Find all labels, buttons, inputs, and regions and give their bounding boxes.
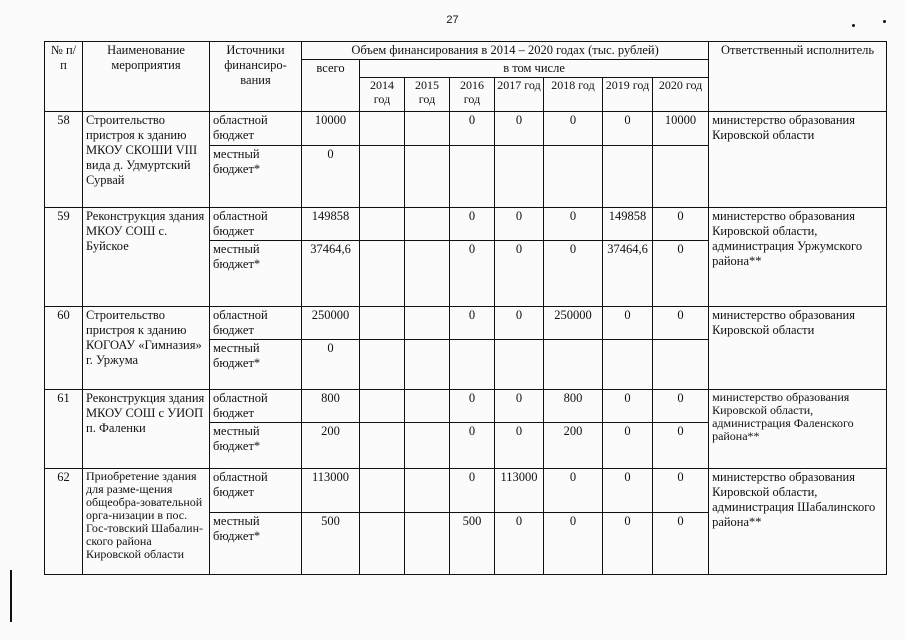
year-cell [405, 146, 450, 208]
year-cell [405, 340, 450, 390]
year-cell [450, 340, 495, 390]
year-cell [405, 307, 450, 340]
year-cell [603, 146, 653, 208]
executor: министерство образования Кировской области [709, 307, 887, 390]
funding-source: местный бюджет* [210, 513, 302, 575]
page-number: 27 [446, 14, 459, 26]
total-cell: 113000 [302, 469, 360, 513]
year-cell [544, 146, 603, 208]
header-source: Источники финансиро-вания [210, 42, 302, 112]
year-cell [360, 423, 405, 469]
header-year: 2016 год [450, 78, 495, 112]
header-total: всего [302, 60, 360, 112]
year-cell: 113000 [495, 469, 544, 513]
year-cell [360, 307, 405, 340]
header-year: 2017 год [495, 78, 544, 112]
table-row [45, 112, 887, 146]
year-cell: 800 [544, 390, 603, 423]
year-cell: 0 [653, 208, 709, 241]
year-cell: 0 [544, 469, 603, 513]
header-year: 2018 год [544, 78, 603, 112]
table-row [45, 390, 887, 423]
funding-source: областной бюджет [210, 307, 302, 340]
year-cell: 0 [653, 390, 709, 423]
total-cell: 0 [302, 340, 360, 390]
total-cell: 37464,6 [302, 241, 360, 307]
year-cell: 0 [653, 513, 709, 575]
year-cell: 0 [495, 208, 544, 241]
year-cell [360, 208, 405, 241]
year-cell [405, 208, 450, 241]
year-cell: 0 [450, 208, 495, 241]
year-cell [360, 390, 405, 423]
year-cell: 200 [544, 423, 603, 469]
header-year: 2019 год [603, 78, 653, 112]
measure-name: Приобретение здания для разме-щения общеобра-зовательной орга-низации в пос. Гос-товский Шабалин-ского района Кировской области [83, 469, 210, 575]
year-cell [495, 340, 544, 390]
year-cell: 0 [495, 112, 544, 146]
year-cell: 0 [653, 241, 709, 307]
year-cell: 0 [450, 112, 495, 146]
year-cell [360, 513, 405, 575]
row-number: 58 [45, 112, 83, 208]
year-cell: 37464,6 [603, 241, 653, 307]
funding-source: местный бюджет* [210, 241, 302, 307]
year-cell: 0 [653, 307, 709, 340]
financing-table [44, 41, 887, 575]
year-cell [544, 340, 603, 390]
header-name: Наименование мероприятия [83, 42, 210, 112]
year-cell: 0 [653, 469, 709, 513]
year-cell [360, 469, 405, 513]
year-cell: 0 [450, 469, 495, 513]
scan-dot [852, 24, 855, 27]
funding-source: областной бюджет [210, 208, 302, 241]
year-cell [405, 469, 450, 513]
measure-name: Реконструкция здания МКОУ СОШ с. Буйское [83, 208, 210, 307]
scan-dot [883, 20, 886, 23]
executor: министерство образования Кировской области, администрация Шабалинского района** [709, 469, 887, 575]
year-cell: 0 [450, 423, 495, 469]
year-cell [450, 146, 495, 208]
row-number: 61 [45, 390, 83, 469]
year-cell [653, 146, 709, 208]
year-cell [603, 340, 653, 390]
table-row [45, 208, 887, 241]
row-number: 62 [45, 469, 83, 575]
year-cell: 0 [495, 513, 544, 575]
table-row [45, 307, 887, 340]
year-cell: 0 [603, 390, 653, 423]
year-cell: 10000 [653, 112, 709, 146]
year-cell: 0 [544, 241, 603, 307]
header-year: 2014 год [360, 78, 405, 112]
year-cell: 0 [603, 469, 653, 513]
year-cell [405, 423, 450, 469]
measure-name: Реконструкция здания МКОУ СОШ с УИОП п. Фаленки [83, 390, 210, 469]
year-cell: 0 [544, 112, 603, 146]
total-cell: 0 [302, 146, 360, 208]
year-cell: 149858 [603, 208, 653, 241]
row-number: 60 [45, 307, 83, 390]
executor: министерство образования Кировской области, администрация Фаленского района** [709, 390, 887, 469]
executor: министерство образования Кировской области, администрация Уржумского района** [709, 208, 887, 307]
year-cell: 0 [495, 390, 544, 423]
year-cell: 0 [544, 513, 603, 575]
executor: министерство образования Кировской области [709, 112, 887, 208]
header-including: в том числе [360, 60, 709, 78]
header-volume: Объем финансирования в 2014 – 2020 годах (тыс. рублей) [302, 42, 709, 60]
year-cell: 0 [450, 241, 495, 307]
year-cell: 500 [450, 513, 495, 575]
year-cell [405, 513, 450, 575]
year-cell [360, 340, 405, 390]
year-cell [405, 112, 450, 146]
header-year: 2015 год [405, 78, 450, 112]
year-cell [495, 146, 544, 208]
year-cell [405, 390, 450, 423]
year-cell: 0 [603, 513, 653, 575]
year-cell: 0 [603, 423, 653, 469]
funding-source: местный бюджет* [210, 146, 302, 208]
funding-source: областной бюджет [210, 390, 302, 423]
year-cell: 250000 [544, 307, 603, 340]
total-cell: 250000 [302, 307, 360, 340]
funding-source: местный бюджет* [210, 423, 302, 469]
year-cell: 0 [603, 112, 653, 146]
header-year: 2020 год [653, 78, 709, 112]
year-cell: 0 [495, 241, 544, 307]
funding-source: местный бюджет* [210, 340, 302, 390]
year-cell [360, 146, 405, 208]
year-cell: 0 [450, 390, 495, 423]
header-no: № п/п [45, 42, 83, 112]
year-cell: 0 [653, 423, 709, 469]
year-cell: 0 [603, 307, 653, 340]
year-cell: 0 [544, 208, 603, 241]
scan-margin-mark [10, 570, 12, 622]
total-cell: 10000 [302, 112, 360, 146]
year-cell: 0 [495, 307, 544, 340]
header-executor: Ответственный исполнитель [709, 42, 887, 112]
row-number: 59 [45, 208, 83, 307]
total-cell: 800 [302, 390, 360, 423]
year-cell [405, 241, 450, 307]
measure-name: Строительство пристроя к зданию КОГОАУ «Гимназия» г. Уржума [83, 307, 210, 390]
table-row [45, 469, 887, 513]
year-cell: 0 [495, 423, 544, 469]
year-cell [360, 241, 405, 307]
measure-name: Строительство пристроя к зданию МКОУ СКОШИ VIII вида д. Удмуртский Сурвай [83, 112, 210, 208]
year-cell [653, 340, 709, 390]
year-cell [360, 112, 405, 146]
total-cell: 500 [302, 513, 360, 575]
total-cell: 200 [302, 423, 360, 469]
funding-source: областной бюджет [210, 469, 302, 513]
funding-source: областной бюджет [210, 112, 302, 146]
year-cell: 0 [450, 307, 495, 340]
total-cell: 149858 [302, 208, 360, 241]
